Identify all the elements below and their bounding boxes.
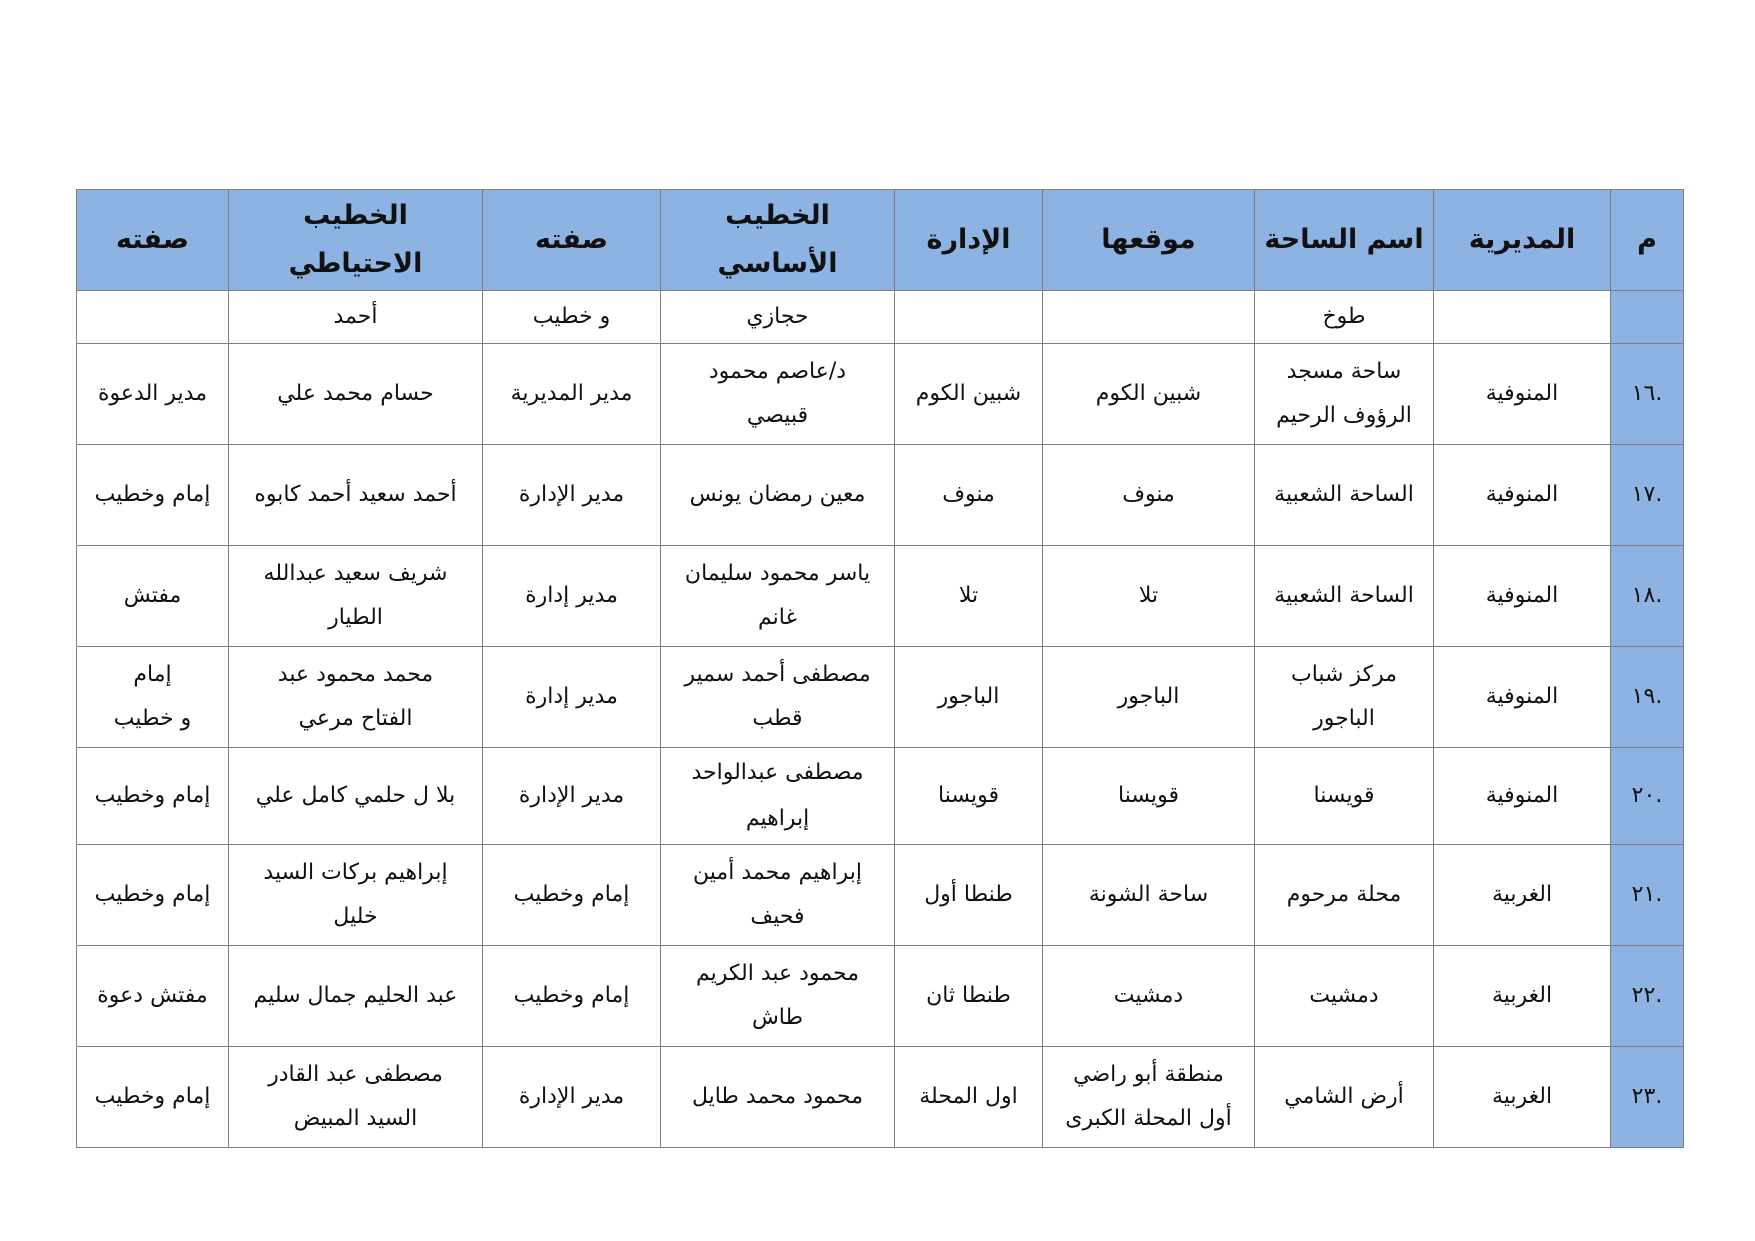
- square-cell: [1255, 845, 1434, 946]
- main-preacher-cell: [661, 845, 895, 946]
- cell-line: مركز شباب: [1290, 662, 1397, 687]
- cell-line: مدير الإدارة: [518, 482, 625, 507]
- backup-preacher-cell: [229, 1047, 483, 1148]
- cell-line: إمام: [133, 662, 172, 687]
- cell-line: تلا: [958, 583, 979, 608]
- main-preacher-cell: [661, 445, 895, 546]
- main-title-cell: [483, 546, 661, 647]
- location-cell: [1043, 946, 1255, 1047]
- header-num: م: [1611, 190, 1684, 291]
- backup-preacher-cell: [229, 748, 483, 845]
- location-cell: [1043, 845, 1255, 946]
- cell-line: مصطفى عبد القادر: [268, 1062, 443, 1087]
- cell-line: منوف: [942, 482, 995, 507]
- row-number-cell: .١٩: [1611, 647, 1684, 748]
- header-location: موقعها: [1043, 190, 1255, 291]
- cell-line: بلا ل حلمي كامل علي: [255, 783, 456, 808]
- cell-line: شبين الكوم: [915, 381, 1022, 406]
- cell-line: منطقة أبو راضي: [1073, 1062, 1224, 1087]
- table-cell: [77, 291, 229, 344]
- cell-line: قويسنا: [938, 783, 999, 808]
- continuation-row: [77, 291, 1684, 344]
- square-cell: [1255, 445, 1434, 546]
- main-preacher-cell: [661, 647, 895, 748]
- row-number-cell: .٢٠: [1611, 748, 1684, 845]
- main-title-cell: [483, 748, 661, 845]
- square-cell: [1255, 1047, 1434, 1148]
- header-main-title: صفته: [483, 190, 661, 291]
- backup-preacher-cell: [229, 445, 483, 546]
- main-title-cell: [483, 647, 661, 748]
- table-row: [77, 445, 1684, 546]
- cell-line: إمام وخطيب: [94, 882, 211, 907]
- cell-line: محمود محمد طايل: [691, 1084, 864, 1109]
- main-title-cell: [483, 946, 661, 1047]
- admin-cell: [895, 845, 1043, 946]
- location-cell: [1043, 1047, 1255, 1148]
- cell-line: محمود عبد الكريم: [695, 961, 860, 986]
- cell-line: إمام وخطيب: [94, 482, 211, 507]
- cell-line: مدير الإدارة: [518, 783, 625, 808]
- table-cell: حجازي: [661, 291, 895, 344]
- cell-line: دمشيت: [1309, 983, 1379, 1008]
- table-cell: [1043, 291, 1255, 344]
- header-backup-title: صفته: [77, 190, 229, 291]
- cell-line: مدير إدارة: [525, 583, 618, 608]
- main-preacher-cell: [661, 546, 895, 647]
- table-row: [77, 845, 1684, 946]
- cell-line: مدير المديرية: [510, 381, 633, 406]
- cell-line: قويسنا: [1118, 783, 1179, 808]
- cell-line: غانم: [758, 605, 797, 630]
- cell-line: الباجور: [1313, 706, 1375, 731]
- cell-line: محلة مرحوم: [1286, 882, 1402, 907]
- directorate-cell: المنوفية: [1434, 344, 1611, 445]
- backup-title-cell: [77, 845, 229, 946]
- cell-line: مدير الدعوة: [98, 381, 207, 406]
- backup-preacher-cell: [229, 344, 483, 445]
- cell-line: ساحة مسجد: [1286, 359, 1402, 384]
- cell-line: طنطا أول: [924, 882, 1013, 907]
- admin-cell: [895, 748, 1043, 845]
- cell-line: طاش: [751, 1005, 804, 1030]
- cell-line: إبراهيم محمد أمين: [693, 860, 862, 885]
- cell-line: الطيار: [328, 605, 383, 630]
- cell-line: الساحة الشعبية: [1274, 482, 1414, 507]
- square-cell: [1255, 647, 1434, 748]
- cell-line: الفتاح مرعي: [298, 706, 413, 731]
- header-admin: الإدارة: [895, 190, 1043, 291]
- admin-cell: [895, 445, 1043, 546]
- backup-title-cell: [77, 445, 229, 546]
- cell-line: عبد الحليم جمال سليم: [253, 983, 458, 1008]
- cell-line: مدير إدارة: [525, 684, 618, 709]
- main-preacher-cell: [661, 344, 895, 445]
- header-main-preacher: الخطيب الأساسي: [661, 190, 895, 291]
- header-row: [77, 190, 1684, 291]
- table-row: [77, 344, 1684, 445]
- admin-cell: [895, 546, 1043, 647]
- table-cell: و خطيب: [483, 291, 661, 344]
- table-row: [77, 546, 1684, 647]
- cell-line: قبيصي: [746, 403, 809, 428]
- cell-line: حسام محمد علي: [277, 381, 434, 406]
- table-row: [77, 748, 1684, 845]
- cell-line: الباجور: [1117, 684, 1180, 709]
- table-row: [77, 647, 1684, 748]
- cell-line: مدير الإدارة: [518, 1084, 625, 1109]
- directorate-cell: المنوفية: [1434, 748, 1611, 845]
- row-number-cell: .٢٢: [1611, 946, 1684, 1047]
- backup-preacher-cell: [229, 546, 483, 647]
- backup-preacher-cell: [229, 647, 483, 748]
- admin-cell: [895, 946, 1043, 1047]
- directorate-cell: الغربية: [1434, 845, 1611, 946]
- table-row: [77, 1047, 1684, 1148]
- main-title-cell: [483, 445, 661, 546]
- cell-line: اول المحلة: [919, 1084, 1018, 1109]
- cell-line: خليل: [333, 904, 378, 929]
- directorate-cell: المنوفية: [1434, 647, 1611, 748]
- backup-title-cell: [77, 344, 229, 445]
- location-cell: [1043, 647, 1255, 748]
- cell-line: طنطا ثان: [926, 983, 1011, 1008]
- cell-line: مفتش دعوة: [97, 983, 208, 1008]
- cell-line: دمشيت: [1113, 983, 1184, 1008]
- cell-line: قطب: [752, 706, 803, 731]
- cell-line: إمام وخطيب: [94, 783, 211, 808]
- location-cell: [1043, 546, 1255, 647]
- table-cell: [1611, 291, 1684, 344]
- directorate-cell: المنوفية: [1434, 546, 1611, 647]
- backup-title-cell: [77, 546, 229, 647]
- cell-line: معين رمضان يونس: [689, 482, 866, 507]
- location-cell: [1043, 748, 1255, 845]
- square-cell: [1255, 946, 1434, 1047]
- cell-line: أول المحلة الكبرى: [1065, 1106, 1232, 1131]
- cell-line: إمام وخطيب: [513, 983, 630, 1008]
- row-number-cell: .١٨: [1611, 546, 1684, 647]
- preachers-table: [76, 189, 1684, 1148]
- cell-line: الباجور: [937, 684, 1000, 709]
- main-title-cell: [483, 344, 661, 445]
- sheet: [76, 189, 1683, 1148]
- backup-preacher-cell: [229, 845, 483, 946]
- row-number-cell: .١٧: [1611, 445, 1684, 546]
- cell-line: شبين الكوم: [1095, 381, 1202, 406]
- table-cell: [1434, 291, 1611, 344]
- cell-line: تلا: [1138, 583, 1159, 608]
- header-backup-preacher: الخطيب الاحتياطي: [229, 190, 483, 291]
- backup-title-cell: [77, 748, 229, 845]
- location-cell: [1043, 445, 1255, 546]
- backup-title-cell: [77, 1047, 229, 1148]
- row-number-cell: .٢٣: [1611, 1047, 1684, 1148]
- row-number-cell: .٢١: [1611, 845, 1684, 946]
- cell-line: مفتش: [123, 583, 182, 608]
- admin-cell: [895, 344, 1043, 445]
- row-number-cell: .١٦: [1611, 344, 1684, 445]
- cell-line: قويسنا: [1313, 783, 1375, 808]
- cell-line: مصطفى أحمد سمير: [684, 662, 871, 687]
- main-preacher-cell: [661, 748, 895, 845]
- main-preacher-cell: [661, 946, 895, 1047]
- table-cell: أحمد: [229, 291, 483, 344]
- main-title-cell: [483, 1047, 661, 1148]
- admin-cell: [895, 647, 1043, 748]
- cell-line: الساحة الشعبية: [1274, 583, 1414, 608]
- main-title-cell: [483, 845, 661, 946]
- cell-line: ساحة الشونة: [1088, 882, 1209, 907]
- header-square: اسم الساحة: [1255, 190, 1434, 291]
- backup-preacher-cell: [229, 946, 483, 1047]
- cell-line: شريف سعيد عبدالله: [263, 561, 448, 586]
- cell-line: إمام وخطيب: [513, 882, 630, 907]
- location-cell: [1043, 344, 1255, 445]
- cell-line: منوف: [1122, 482, 1175, 507]
- cell-line: فحيف: [750, 904, 805, 929]
- cell-line: د/عاصم محمود: [708, 359, 847, 384]
- cell-line: مصطفى عبدالواحد إبراهيم: [691, 760, 864, 831]
- cell-line: أرض الشامي: [1284, 1084, 1404, 1109]
- cell-line: إمام وخطيب: [94, 1084, 211, 1109]
- header-directorate: المديرية: [1434, 190, 1611, 291]
- cell-line: ياسر محمود سليمان: [684, 561, 871, 586]
- directorate-cell: الغربية: [1434, 1047, 1611, 1148]
- backup-title-cell: [77, 647, 229, 748]
- table-cell: [895, 291, 1043, 344]
- cell-line: الرؤوف الرحيم: [1276, 403, 1412, 428]
- square-cell: [1255, 344, 1434, 445]
- cell-line: إبراهيم بركات السيد: [263, 860, 448, 885]
- table-row: [77, 946, 1684, 1047]
- main-preacher-cell: [661, 1047, 895, 1148]
- cell-line: و خطيب: [113, 706, 192, 731]
- cell-line: محمد محمود عبد: [277, 662, 434, 687]
- backup-title-cell: [77, 946, 229, 1047]
- square-cell: [1255, 748, 1434, 845]
- square-cell: [1255, 546, 1434, 647]
- directorate-cell: المنوفية: [1434, 445, 1611, 546]
- admin-cell: [895, 1047, 1043, 1148]
- table-cell: طوخ: [1255, 291, 1434, 344]
- cell-line: أحمد سعيد أحمد كابوه: [254, 482, 457, 507]
- directorate-cell: الغربية: [1434, 946, 1611, 1047]
- cell-line: السيد المبيض: [293, 1106, 418, 1131]
